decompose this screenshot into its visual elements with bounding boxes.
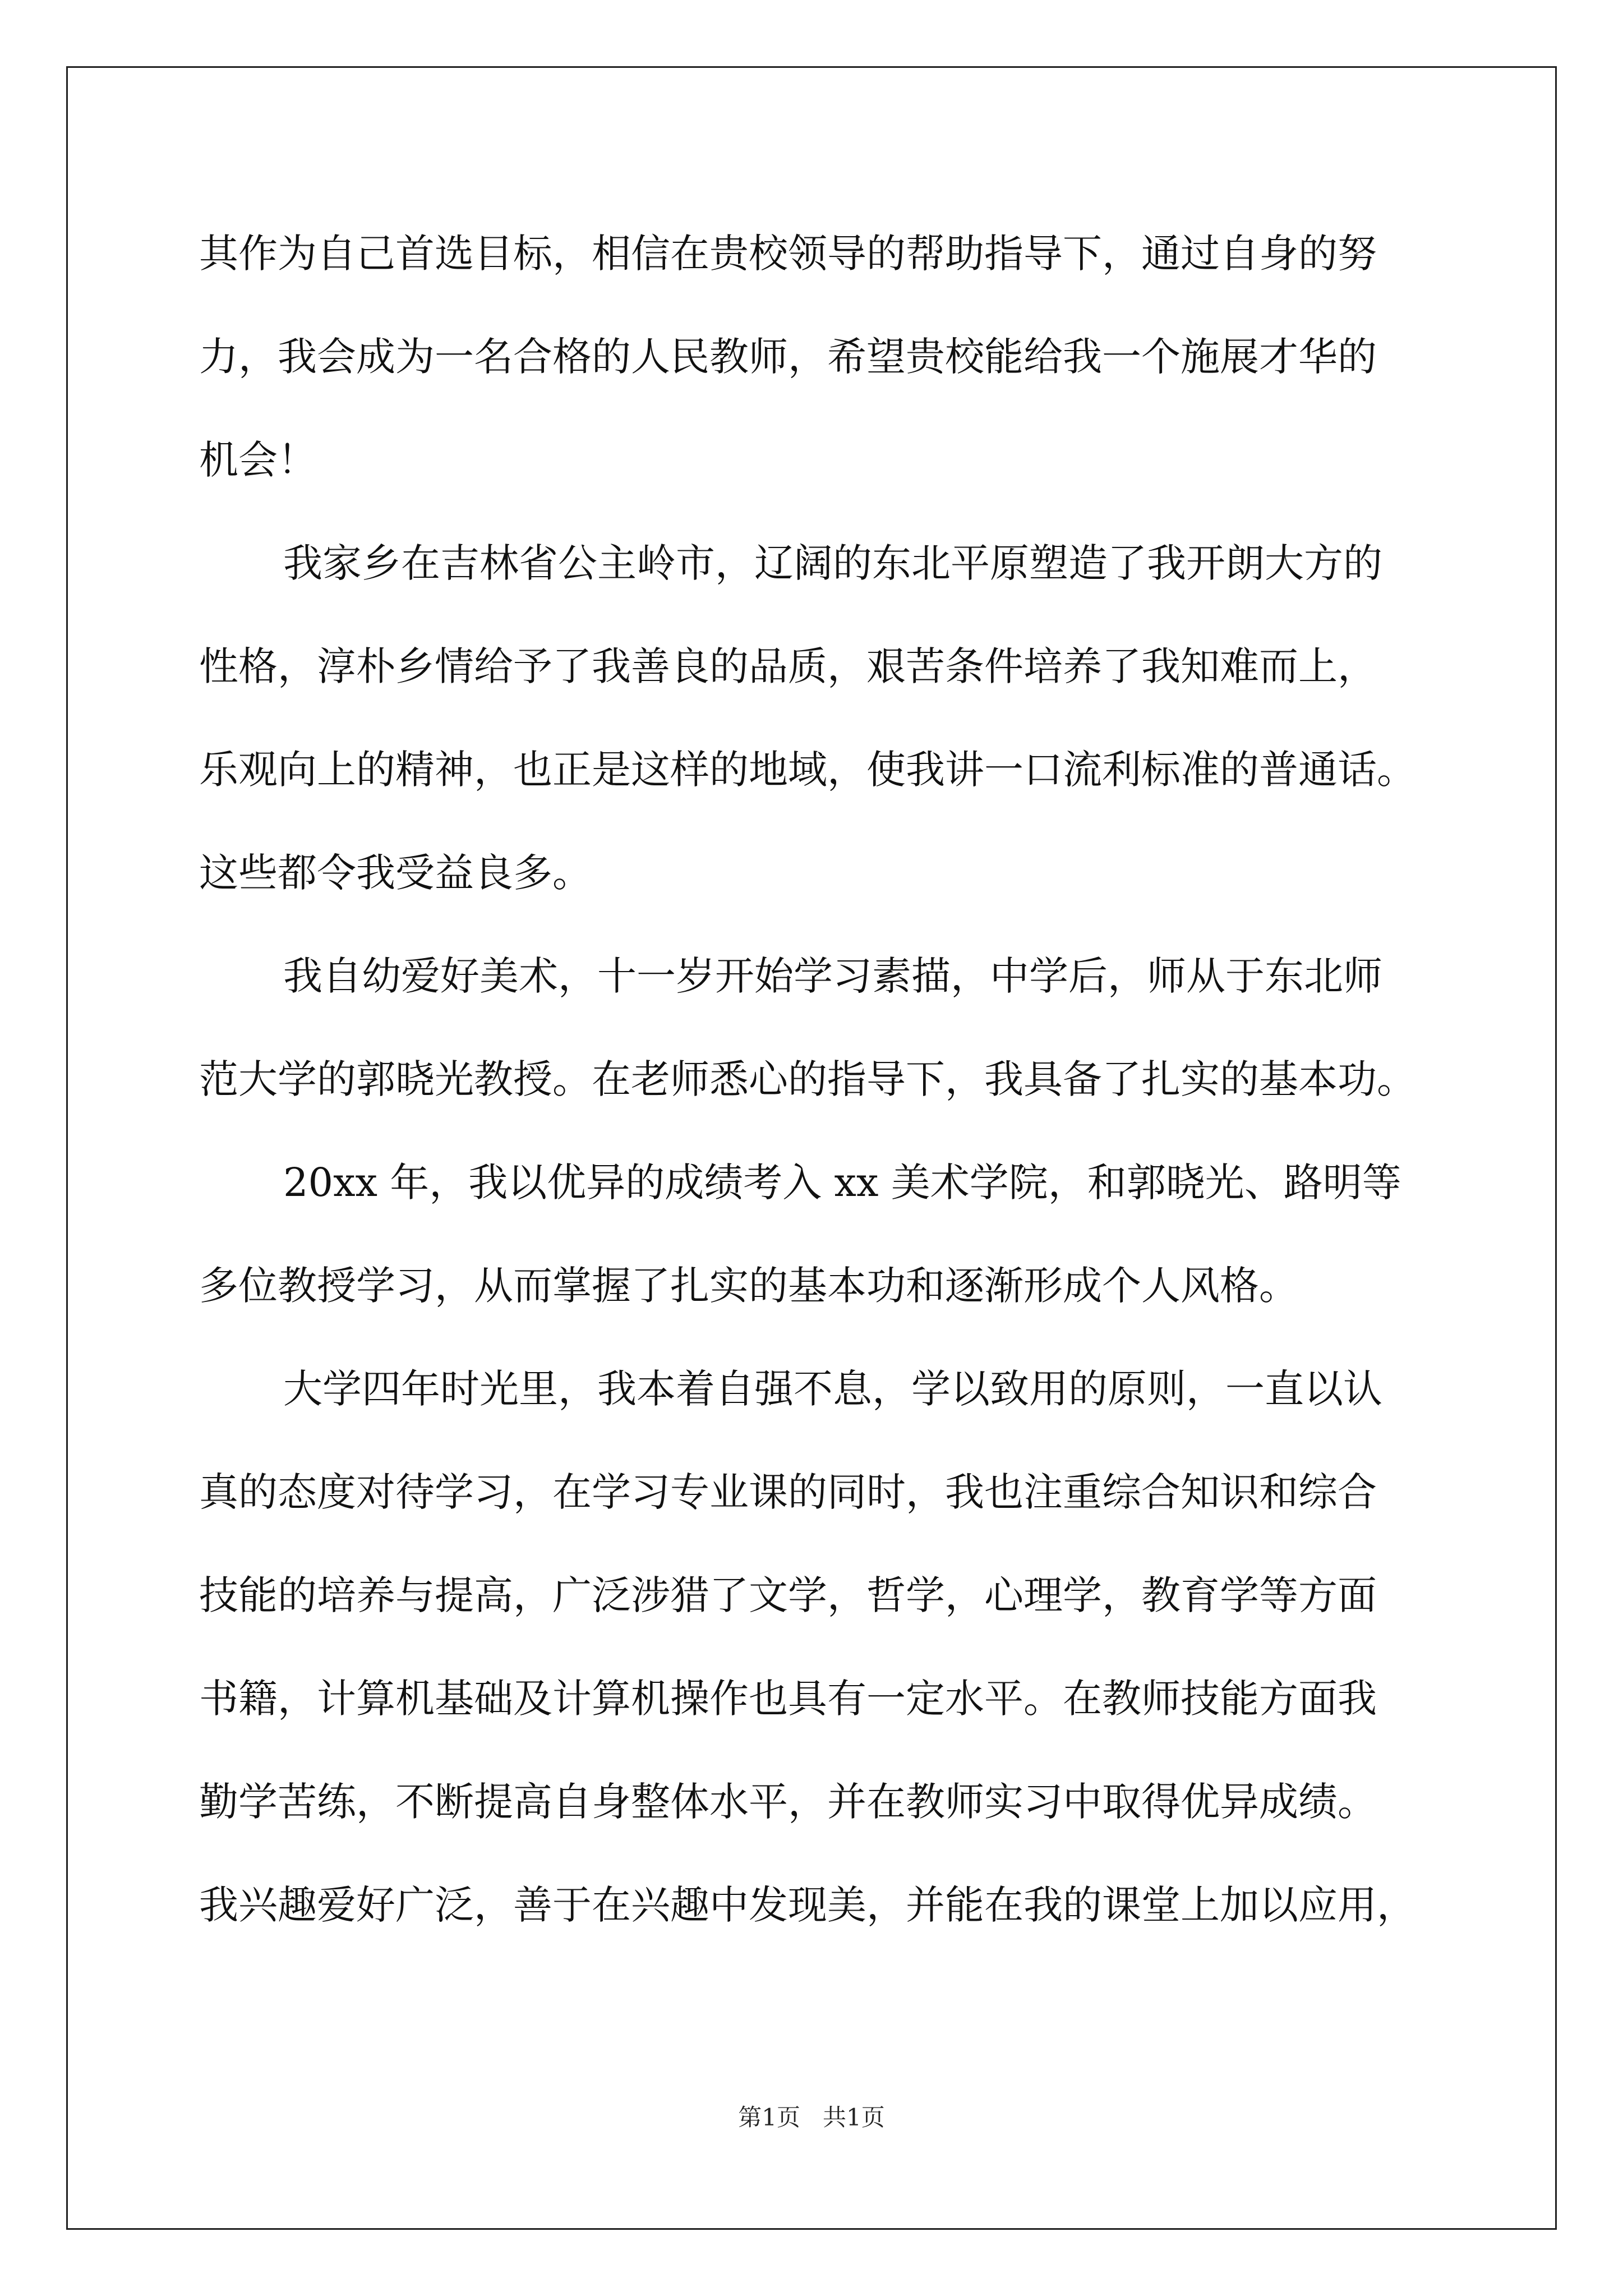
text-line: 技能的培养与提高，广泛涉猎了文学，哲学，心理学，教育学等方面 bbox=[199, 1572, 1377, 1618]
text-line: 勤学苦练，不断提高自身整体水平，并在教师实习中取得优异成绩。 bbox=[199, 1779, 1377, 1825]
text-line: 范大学的郭晓光教授。在老师悉心的指导下，我具备了扎实的基本功。 bbox=[199, 1056, 1416, 1102]
text-line: 书籍，计算机基础及计算机操作也具有一定水平。在教师技能方面我 bbox=[199, 1676, 1377, 1722]
text-line: 我兴趣爱好广泛，善于在兴趣中发现美，并能在我的课堂上加以应用， bbox=[199, 1882, 1416, 1928]
document-body bbox=[199, 202, 1433, 1957]
text-line: 这些都令我受益良多。 bbox=[199, 850, 592, 896]
text-line: 机会！ bbox=[199, 437, 317, 483]
text-line: 20xx 年，我以优异的成绩考入 xx 美术学院，和郭晓光、路明等 bbox=[283, 1159, 1401, 1205]
page-number: 第1页 bbox=[738, 2104, 800, 2131]
text-line: 多位教授学习，从而掌握了扎实的基本功和逐渐形成个人风格。 bbox=[199, 1263, 1298, 1309]
page-total: 共1页 bbox=[823, 2104, 885, 2131]
text-line: 我自幼爱好美术，十一岁开始学习素描，中学后，师从于东北师 bbox=[283, 953, 1382, 999]
text-line: 性格，淳朴乡情给予了我善良的品质，艰苦条件培养了我知难而上， bbox=[199, 643, 1377, 689]
text-line: 真的态度对待学习，在学习专业课的同时，我也注重综合知识和综合 bbox=[199, 1469, 1377, 1515]
text-line: 我家乡在吉林省公主岭市，辽阔的东北平原塑造了我开朗大方的 bbox=[283, 540, 1382, 586]
text-line: 大学四年时光里，我本着自强不息，学以致用的原则，一直以认 bbox=[283, 1366, 1382, 1412]
text-line: 乐观向上的精神，也正是这样的地域，使我讲一口流利标准的普通话。 bbox=[199, 747, 1416, 793]
text-line: 其作为自己首选目标，相信在贵校领导的帮助指导下，通过自身的努 bbox=[199, 231, 1377, 277]
text-line: 力，我会成为一名合格的人民教师，希望贵校能给我一个施展才华的 bbox=[199, 334, 1377, 380]
page-footer bbox=[0, 2101, 1623, 2134]
